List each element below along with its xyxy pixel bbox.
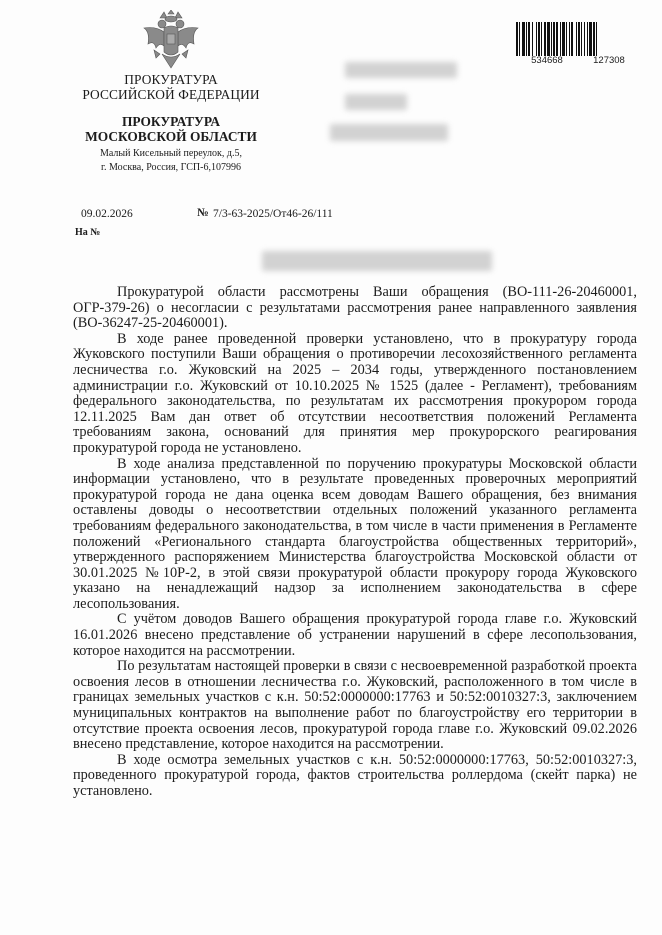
barcode-numbers bbox=[516, 55, 640, 66]
address-line1: Малый Кисельный переулок, д.5, bbox=[100, 148, 242, 159]
letter-date: 09.02.2026 bbox=[81, 208, 133, 220]
barcode-number-left: 534668 bbox=[531, 55, 563, 66]
barcode-bar bbox=[569, 22, 570, 56]
barcode-bar bbox=[581, 22, 582, 56]
barcode-bar bbox=[538, 22, 540, 56]
barcode-bar bbox=[526, 22, 527, 56]
body-paragraph-2: В ходе ранее проведенной проверки установлено, что в прокуратуру города Жуковского поступили Ваши обращения о противоречии лесохозяйственного регламента лесничества г.о. Жуковский на 2025 – 2034 годы, утвержденного постановлением администрации г.о. Жуковский от 10.10.2025 № 1525 (далее - Регламент), требованиям федерального законодательства, по результатам их рассмотрения прокурором города 12.11.2025 Вам дан ответ об отсутствии несоответствия положений Регламента требованиям закона, оснований для принятия мер прокурорского реагирования прокуратурой города не установлено. bbox=[73, 330, 637, 456]
barcode-bar bbox=[560, 22, 561, 56]
barcode-bar bbox=[547, 22, 550, 56]
agency-name-line1: ПРОКУРАТУРА bbox=[124, 72, 218, 87]
address-line2: г. Москва, Россия, ГСП-6,107996 bbox=[101, 162, 241, 173]
redacted-recipient-line bbox=[345, 62, 457, 78]
office-address bbox=[78, 147, 264, 175]
barcode-bar bbox=[584, 22, 585, 56]
barcode-bar bbox=[551, 22, 552, 56]
letter-body bbox=[73, 285, 637, 800]
body-paragraph-4: С учётом доводов Вашего обращения прокуратурой города главе г.о. Жуковский 16.01.2026 внесено представление об устранении нарушений в сфере лесопользования, которое находится на рассмотрении. bbox=[73, 611, 637, 659]
barcode-bar bbox=[593, 22, 595, 56]
barcode-bar bbox=[596, 22, 597, 56]
barcode-bar bbox=[578, 22, 580, 56]
barcode-bar bbox=[553, 22, 555, 56]
barcode-bar bbox=[562, 22, 565, 56]
barcode-bar bbox=[571, 22, 573, 56]
body-paragraph-3: В ходе анализа представленной по поручению прокуратуры Московской области информации установлено, что в результате проведенных проверочных мероприятий прокуратурой города не дана оценка всем доводам Вашего обращения, без внимания оставлены доводы о несоответствии отдельных положений указанного регламента требованиям федерального законодательства, в том числе в части применения в Регламенте положений «Регионального стандарта благоустройства общественных территорий», утвержденного распоряжением Министерства благоустройства Московской области от 30.01.2025 №10Р-2, в этой связи прокуратурой области прокурору города Жуковского указано на ненадлежащий надзор за исполнением законодательства в сфере лесопользования. bbox=[73, 455, 637, 612]
barcode-bar bbox=[528, 22, 530, 56]
barcode-bar bbox=[519, 22, 520, 56]
barcode-bar bbox=[522, 22, 525, 56]
barcode-bar bbox=[536, 22, 537, 56]
barcode-bar bbox=[566, 22, 567, 56]
barcode-bar bbox=[532, 22, 533, 56]
body-paragraph-1: Прокуратурой области рассмотрены Ваши обращения (ВО-111-26-20460001, ОГР-379-26) о несогласии с результатами рассмотрения ранее направленного заявления (ВО-36247-25-20460001). bbox=[73, 284, 637, 332]
agency-name-line2: РОССИЙСКОЙ ФЕДЕРАЦИИ bbox=[82, 87, 260, 102]
double-headed-eagle-emblem bbox=[140, 10, 202, 72]
body-paragraph-6: В ходе осмотра земельных участков с к.н. 50:52:0000000:17763, 50:52:0010327:3, проведенного прокуратурой города, фактов строительства роллердома (скейт парка) не установлено. bbox=[73, 751, 637, 799]
barcode-bar bbox=[587, 22, 588, 56]
barcode-bar bbox=[516, 22, 518, 56]
redacted-recipient-line bbox=[330, 124, 448, 141]
barcode-number-right: 127308 bbox=[593, 55, 625, 66]
number-label: № bbox=[197, 207, 209, 219]
reply-to-label: На № bbox=[75, 227, 101, 238]
barcode-bar bbox=[541, 22, 542, 56]
document-barcode bbox=[516, 22, 640, 56]
barcode-bar bbox=[556, 22, 558, 56]
agency-name-block bbox=[78, 72, 264, 102]
regional-office-line1: ПРОКУРАТУРА bbox=[121, 114, 221, 129]
redacted-salutation bbox=[262, 251, 492, 271]
redacted-recipient-line bbox=[345, 94, 407, 110]
body-paragraph-5: По результатам настоящей проверки в связи с несвоевременной разработкой проекта освоения лесов в отношении лесничества г.о. Жуковский, расположенного в том числе в границах земельных участков с к.н. 50:52:0000000:17763 и 50:52:0010327:3, заключением муниципальных контрактов на выполнение работ по благоустройству его территории в отсутствие проекта освоения лесов, прокуратурой города главе г.о. Жуковский 09.02.2026 внесено представление, которое находится на рассмотрении. bbox=[73, 658, 637, 753]
regional-office-block bbox=[78, 114, 264, 144]
barcode-bar bbox=[544, 22, 546, 56]
letter-number: 7/3-63-2025/От46-26/111 bbox=[213, 208, 333, 220]
barcode-bar bbox=[576, 22, 577, 56]
regional-office-line2: МОСКОВСКОЙ ОБЛАСТИ bbox=[85, 129, 257, 144]
barcode-bar bbox=[589, 22, 592, 56]
